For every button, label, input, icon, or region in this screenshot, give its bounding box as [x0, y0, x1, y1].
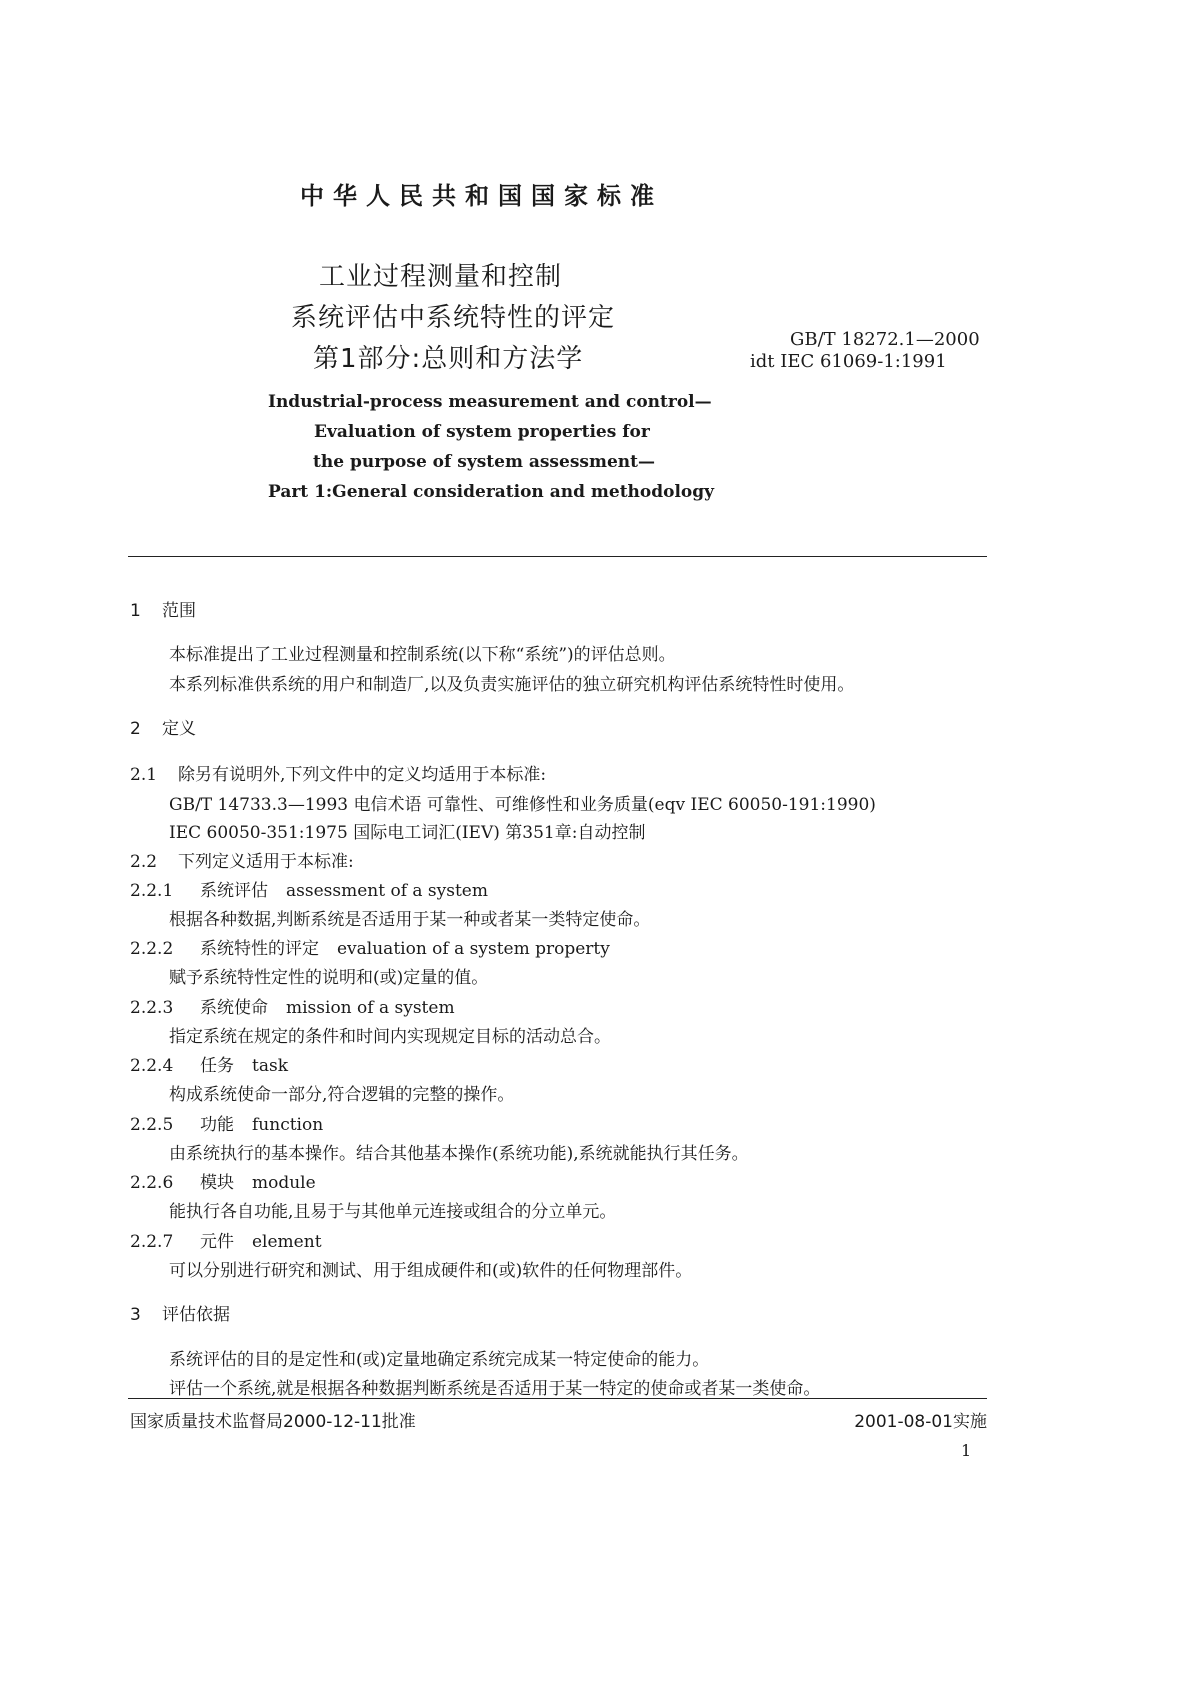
term-2-2-5	[130, 1110, 323, 1135]
title-en-line-2: Evaluation of system properties for	[314, 422, 650, 442]
term-2-2-6	[130, 1168, 316, 1193]
header-divider	[128, 556, 987, 557]
title-en-line-3: the purpose of system assessment—	[313, 452, 655, 472]
section-title: 定义	[162, 719, 196, 739]
title-cn-line-3: 第1部分:总则和方法学	[313, 344, 584, 374]
section-number: 3	[130, 1305, 141, 1325]
term-number: 2.2.5	[130, 1115, 174, 1135]
paragraph: 评估一个系统,就是根据各种数据判断系统是否适用于某一特定的使命或者某一类使命。	[169, 1379, 821, 1399]
term-definition: 能执行各自功能,且易于与其他单元连接或组合的分立单元。	[169, 1202, 617, 1222]
term-cn: 模块	[200, 1173, 234, 1193]
term-2-2-3	[130, 993, 455, 1018]
term-number: 2.2.2	[130, 939, 174, 959]
term-cn: 任务	[200, 1056, 234, 1076]
paragraph: 本系列标准供系统的用户和制造厂,以及负责实施评估的独立研究机构评估系统特性时使用。	[169, 675, 855, 695]
title-cn-line-1: 工业过程测量和控制	[319, 262, 563, 292]
term-en: evaluation of a system property	[337, 939, 610, 959]
term-cn: 系统特性的评定	[200, 939, 319, 959]
term-en: mission of a system	[286, 998, 455, 1018]
term-en: module	[252, 1173, 316, 1193]
term-cn: 系统使命	[200, 998, 268, 1018]
paragraph: 系统评估的目的是定性和(或)定量地确定系统完成某一特定使命的能力。	[169, 1350, 710, 1370]
term-number: 2.2.7	[130, 1232, 174, 1252]
term-en: element	[252, 1232, 322, 1252]
section-2-heading	[130, 714, 196, 739]
equivalence-code: idt IEC 61069-1:1991	[750, 351, 947, 372]
section-number: 2	[130, 719, 141, 739]
section-title: 评估依据	[162, 1305, 230, 1325]
paragraph: 本标准提出了工业过程测量和控制系统(以下称“系统”)的评估总则。	[169, 645, 676, 665]
clause-text: 下列定义适用于本标准:	[178, 852, 354, 872]
clause-number: 2.1	[130, 765, 158, 785]
standard-name: 中华人民共和国国家标准	[300, 182, 663, 210]
term-en: function	[252, 1115, 324, 1135]
term-definition: 指定系统在规定的条件和时间内实现规定目标的活动总合。	[169, 1027, 611, 1047]
term-cn: 元件	[200, 1232, 234, 1252]
clause-text: 除另有说明外,下列文件中的定义均适用于本标准:	[178, 765, 547, 785]
term-definition: 根据各种数据,判断系统是否适用于某一种或者某一类特定使命。	[169, 910, 651, 930]
term-2-2-1	[130, 876, 488, 901]
section-3-heading	[130, 1300, 230, 1325]
term-definition: 构成系统使命一部分,符合逻辑的完整的操作。	[169, 1085, 515, 1105]
footer-divider	[128, 1398, 987, 1399]
term-en: task	[252, 1056, 288, 1076]
clause-2-2	[130, 847, 354, 872]
title-en-line-4: Part 1:General consideration and methodology	[268, 482, 715, 502]
clause-2-1	[130, 760, 546, 785]
term-2-2-7	[130, 1227, 322, 1252]
clause-number: 2.2	[130, 852, 158, 872]
term-en: assessment of a system	[286, 881, 488, 901]
effective-date: 2001-08-01实施	[854, 1412, 987, 1432]
title-cn-line-2: 系统评估中系统特性的评定	[291, 303, 616, 333]
normative-reference-2: IEC 60050-351:1975 国际电工词汇(IEV) 第351章:自动控制	[169, 823, 646, 843]
term-definition: 由系统执行的基本操作。结合其他基本操作(系统功能),系统就能执行其任务。	[169, 1144, 749, 1164]
term-cn: 功能	[200, 1115, 234, 1135]
term-2-2-4	[130, 1051, 288, 1076]
approval-date: 国家质量技术监督局2000-12-11批准	[130, 1412, 416, 1432]
normative-reference-1: GB/T 14733.3—1993 电信术语 可靠性、可维修性和业务质量(eqv IEC 60050-191:1990)	[169, 795, 876, 815]
section-title: 范围	[162, 601, 196, 621]
term-number: 2.2.1	[130, 881, 174, 901]
section-1-heading	[130, 596, 196, 621]
term-2-2-2	[130, 934, 610, 959]
term-cn: 系统评估	[200, 881, 268, 901]
term-number: 2.2.6	[130, 1173, 174, 1193]
standard-code: GB/T 18272.1—2000	[790, 329, 980, 350]
term-definition: 赋予系统特性定性的说明和(或)定量的值。	[169, 968, 489, 988]
section-number: 1	[130, 601, 141, 621]
term-definition: 可以分别进行研究和测试、用于组成硬件和(或)软件的任何物理部件。	[169, 1261, 693, 1281]
title-en-line-1: Industrial-process measurement and control—	[268, 392, 712, 412]
page-number: 1	[961, 1441, 972, 1460]
term-number: 2.2.3	[130, 998, 174, 1018]
term-number: 2.2.4	[130, 1056, 174, 1076]
